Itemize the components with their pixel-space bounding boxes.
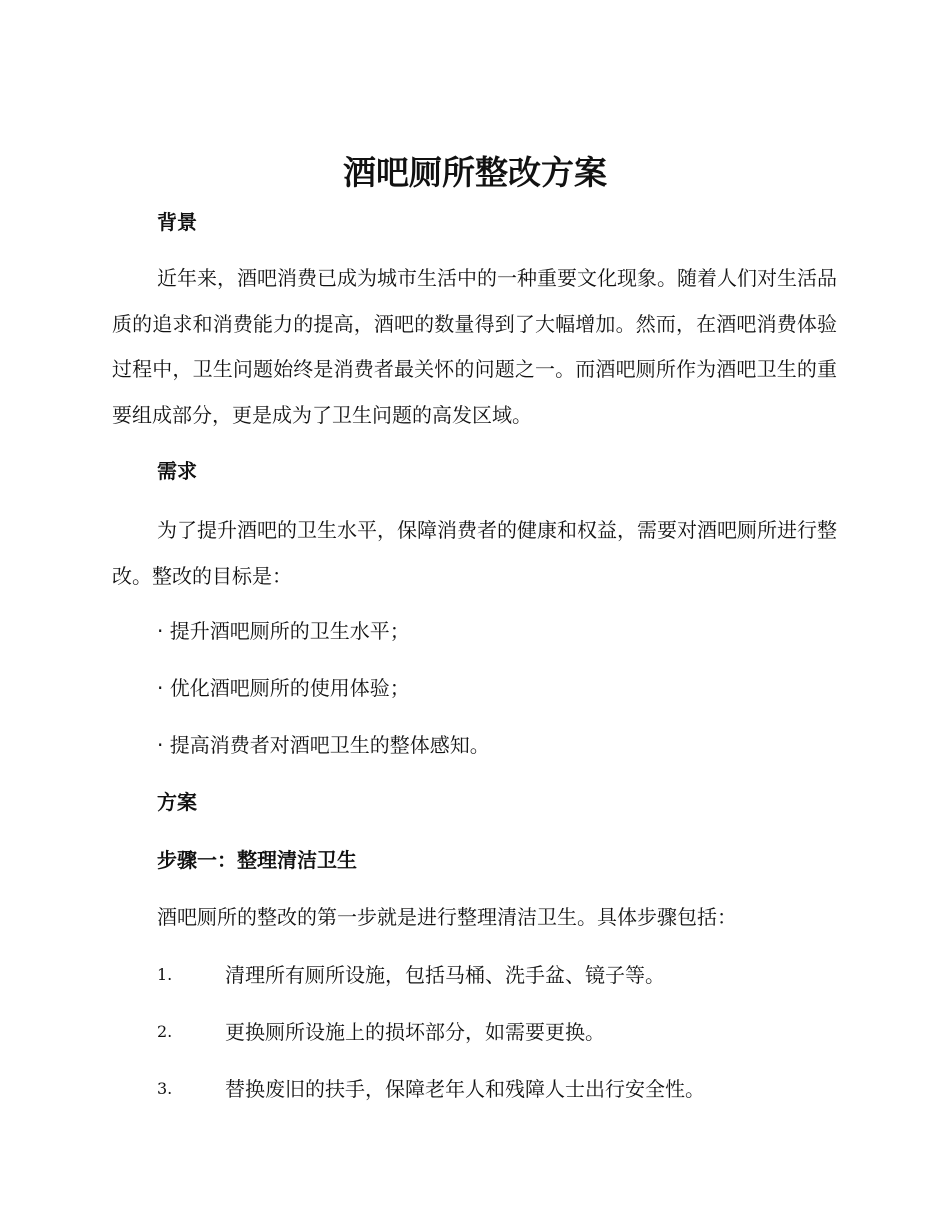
section-heading-plan: 方案: [157, 790, 197, 814]
needs-bullet-2: · 优化酒吧厕所的使用体验；: [157, 676, 410, 700]
step1-item-3-text: 替换废旧的扶手，保障老年人和残障人士出行安全性。: [225, 1077, 705, 1101]
needs-bullet-3: · 提高消费者对酒吧卫生的整体感知。: [157, 733, 490, 757]
step1-item-3-number: 3.: [157, 1079, 173, 1098]
needs-bullet-1: · 提升酒吧厕所的卫生水平；: [157, 619, 410, 643]
step1-item-1-number: 1.: [157, 965, 173, 984]
needs-paragraph: 为了提升酒吧的卫生水平，保障消费者的健康和权益，需要对酒吧厕所进行整改。整改的目标是：: [112, 518, 837, 588]
step1-item-1-text: 清理所有厕所设施，包括马桶、洗手盆、镜子等。: [225, 963, 665, 987]
step1-item-2-text: 更换厕所设施上的损坏部分，如需要更换。: [225, 1020, 605, 1044]
step1-intro: 酒吧厕所的整改的第一步就是进行整理清洁卫生。具体步骤包括：: [157, 905, 737, 929]
section-heading-needs: 需求: [157, 459, 197, 483]
document-title: 酒吧厕所整改方案: [343, 153, 607, 192]
step1-item-2-number: 2.: [157, 1022, 173, 1041]
step1-heading: 步骤一：整理清洁卫生: [157, 848, 357, 872]
section-heading-background: 背景: [157, 210, 197, 234]
background-paragraph: 近年来，酒吧消费已成为城市生活中的一种重要文化现象。随着人们对生活品质的追求和消费能力的提高，酒吧的数量得到了大幅增加。然而，在酒吧消费体验过程中，卫生问题始终是消费者最关怀的问题之一。而酒吧厕所作为酒吧卫生的重要组成部分，更是成为了卫生问题的高发区域。: [112, 266, 837, 427]
